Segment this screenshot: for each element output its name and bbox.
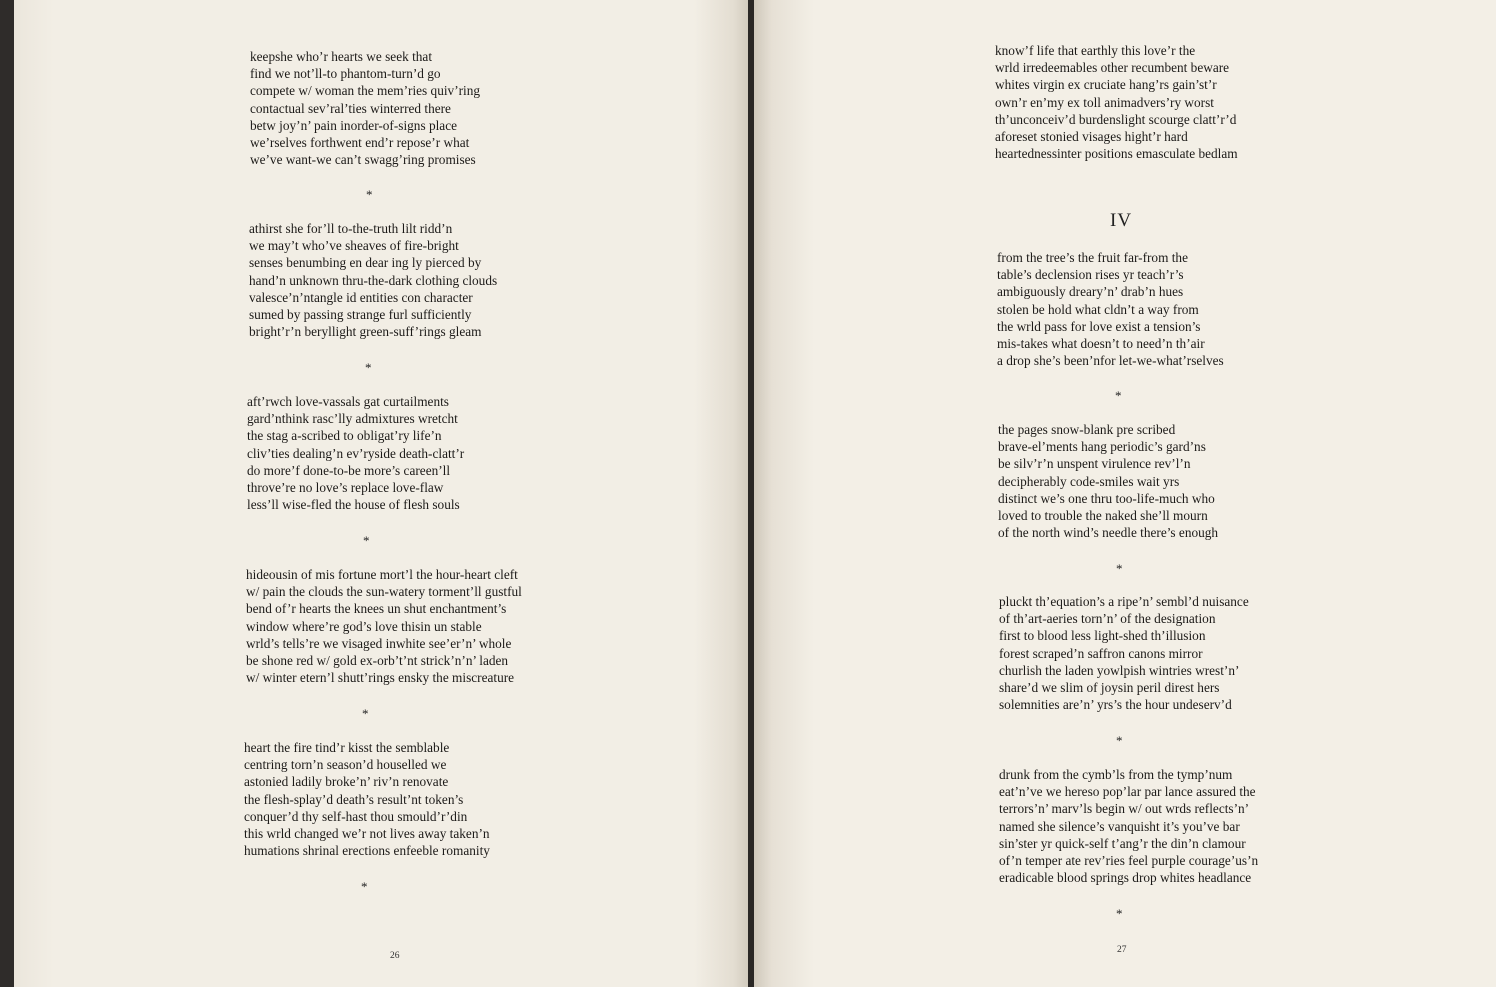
poem-line: w/ pain the clouds the sun-watery torment’ll gustful (246, 584, 522, 600)
page-number: 26 (390, 951, 400, 961)
left-page (14, 0, 750, 987)
poem-line: athirst she for’ll to-the-truth lilt ridd’n (249, 221, 453, 236)
poem-line: the stag a-scribed to obligat’ry life’n (247, 428, 442, 444)
poem-line: know’f life that earthly this love’r the (995, 43, 1196, 58)
poem-line: be shone red w/ gold ex-orb’t’nt strick’n’n’ laden (246, 652, 509, 668)
poem-line: astonied ladily broke’n’ riv’n renovate (244, 774, 449, 790)
poem-line: hand’n unknown thru-the-dark clothing clouds (249, 272, 498, 288)
poem-line: be silv’r’n unspent virulence rev’l’n (998, 456, 1191, 472)
poem-line: valesce’n’ntangle id entities con character (249, 289, 473, 305)
poem-line: whites virgin ex cruciate hang’rs gain’st’r (995, 77, 1217, 93)
stanza-separator: * (365, 360, 372, 375)
poem-line: compete w/ woman the mem’ries quiv’ring (250, 83, 481, 99)
poem-line: own’r en’my ex toll animadvers’ry worst (995, 94, 1214, 110)
poem-line: gard’nthink rasc’lly admixtures wretcht (247, 411, 458, 427)
poem-line: we’rselves forthwent end’r repose’r what (250, 134, 470, 150)
stanza (997, 249, 1224, 369)
poem-line: forest scraped’n saffron canons mirror (999, 645, 1203, 661)
poem-line: cliv’ties dealing’n ev’ryside death-clatt’r (247, 445, 465, 461)
stanza (250, 48, 480, 168)
poem-line: conquer’d thy self-hast thou smould’r’din (244, 808, 468, 824)
poem-line: eradicable blood springs drop whites headlance (999, 870, 1252, 886)
right-page (754, 0, 1496, 987)
poem-line: the pages snow-blank pre scribed (998, 422, 1176, 437)
poem-line: wrld’s tells’re we visaged inwhite see’er’n’ whole (246, 635, 512, 651)
poem-line: less’ll wise-fled the house of flesh souls (247, 497, 460, 513)
poem-line: drunk from the cymb’ls from the tymp’num (999, 767, 1233, 782)
poem-line: of the north wind’s needle there’s enough (998, 525, 1219, 541)
poem-line: aft’rwch love-vassals gat curtailments (247, 394, 449, 409)
poem-line: share’d we slim of joysin peril direst hers (999, 679, 1220, 695)
poem-line: this wrld changed we’r not lives away taken’n (244, 825, 490, 841)
poem-line: distinct we’s one thru too-life-much who (998, 490, 1215, 506)
stanza (247, 393, 464, 513)
poem-line: mis-takes what doesn’t to need’n th’air (997, 335, 1205, 351)
poem-line: window where’re god’s love thisin un stable (246, 618, 482, 634)
poem-line: centring torn’n season’d houselled we (244, 757, 447, 773)
stanza-separator: * (366, 187, 373, 202)
poem-line: we may’t who’ve sheaves of fire-bright (249, 238, 459, 254)
stanza (249, 220, 497, 340)
poem-line: th’unconceiv’d burdenslight scourge clatt’r’d (995, 111, 1237, 127)
poem-line: bright’r’n beryllight green-suff’rings gleam (249, 324, 482, 340)
poem-line: w/ winter etern’l shutt’rings ensky the miscreature (246, 670, 515, 686)
poem-line: keepshe who’r hearts we seek that (250, 49, 433, 64)
poem-line: find we not’ll-to phantom-turn’d go (250, 66, 441, 82)
poem-line: decipherably code-smiles wait yrs (998, 473, 1180, 489)
stanza (244, 739, 490, 859)
poem-line: named she silence’s vanquisht it’s you’ve bar (999, 818, 1240, 834)
poem-line: do more’f done-to-be more’s careen’ll (247, 462, 451, 478)
stanza-separator: * (1116, 906, 1123, 921)
poem-line: aforeset stonied visages hight’r hard (995, 128, 1188, 144)
poem-line: churlish the laden yowlpish wintries wrest’n’ (999, 662, 1240, 678)
poem-line: solemnities are’n’ yrs’s the hour undeserv’d (999, 697, 1232, 713)
poem-line: we’ve want-we can’t swagg’ring promises (250, 152, 476, 168)
stanza-separator: * (361, 879, 368, 894)
poem-line: ambiguously dreary’n’ drab’n hues (997, 284, 1184, 300)
stanza-separator: * (362, 706, 369, 721)
stanza (246, 566, 522, 686)
poem-line: contactual sev’ral’ties winterred there (250, 100, 451, 116)
page-number: 27 (1117, 945, 1127, 955)
poem-line: pluckt th’equation’s a ripe’n’ sembl’d nuisance (999, 594, 1249, 609)
poem-line: hideousin of mis fortune mort’l the hour-heart cleft (246, 567, 518, 582)
poem-line: a drop she’s been’nfor let-we-what’rselves (997, 353, 1224, 369)
stanza (999, 593, 1249, 713)
poem-line: of’n temper ate rev’ries feel purple courage’us’n (999, 852, 1259, 868)
poem-line: terrors’n’ marv’ls begin w/ out wrds reflects’n’ (999, 801, 1250, 817)
poem-line: bend of’r hearts the knees un shut enchantment’s (246, 601, 507, 617)
poem-line: brave-el’ments hang periodic’s gard’ns (998, 439, 1206, 455)
stanza-separator: * (1115, 388, 1122, 403)
stanza (998, 421, 1218, 541)
poem-line: sin’ster yr quick-self t’ang’r the din’n clamour (999, 835, 1246, 851)
poem-line: the flesh-splay’d death’s result’nt token’s (244, 791, 464, 807)
stanza (995, 42, 1238, 162)
poem-line: throve’re no love’s replace love-flaw (247, 479, 444, 495)
stanza-separator: * (363, 533, 370, 548)
poem-line: humations shrinal erections enfeeble romanity (244, 843, 490, 859)
poem-line: wrld irredeemables other recumbent beware (995, 60, 1230, 76)
poem-line: stolen be hold what cldn’t a way from (997, 301, 1199, 317)
poem-line: betw joy’n’ pain inorder-of-signs place (250, 117, 457, 133)
poem-line: of th’art-aeries torn’n’ of the designation (999, 611, 1216, 627)
stanza-separator: * (1116, 561, 1123, 576)
poem-line: from the tree’s the fruit far-from the (997, 250, 1188, 265)
stanza-separator: * (1116, 733, 1123, 748)
poem-line: loved to trouble the naked she’ll mourn (998, 507, 1208, 523)
stanza (999, 766, 1258, 886)
poem-line: sumed by passing strange furl sufficiently (249, 306, 472, 322)
poem-line: the wrld pass for love exist a tension’s (997, 318, 1201, 334)
poem-line: heartednessinter positions emasculate bedlam (995, 146, 1238, 162)
poem-line: first to blood less light-shed th’illusion (999, 628, 1206, 644)
poem-line: eat’n’ve we hereso pop’lar par lance assured the (999, 784, 1256, 800)
poem-line: table’s declension rises yr teach’r’s (997, 267, 1184, 283)
section-heading: IV (1110, 210, 1133, 231)
poem-line: senses benumbing en dear ing ly pierced by (249, 255, 482, 271)
poem-line: heart the fire tind’r kisst the semblable (244, 740, 450, 755)
